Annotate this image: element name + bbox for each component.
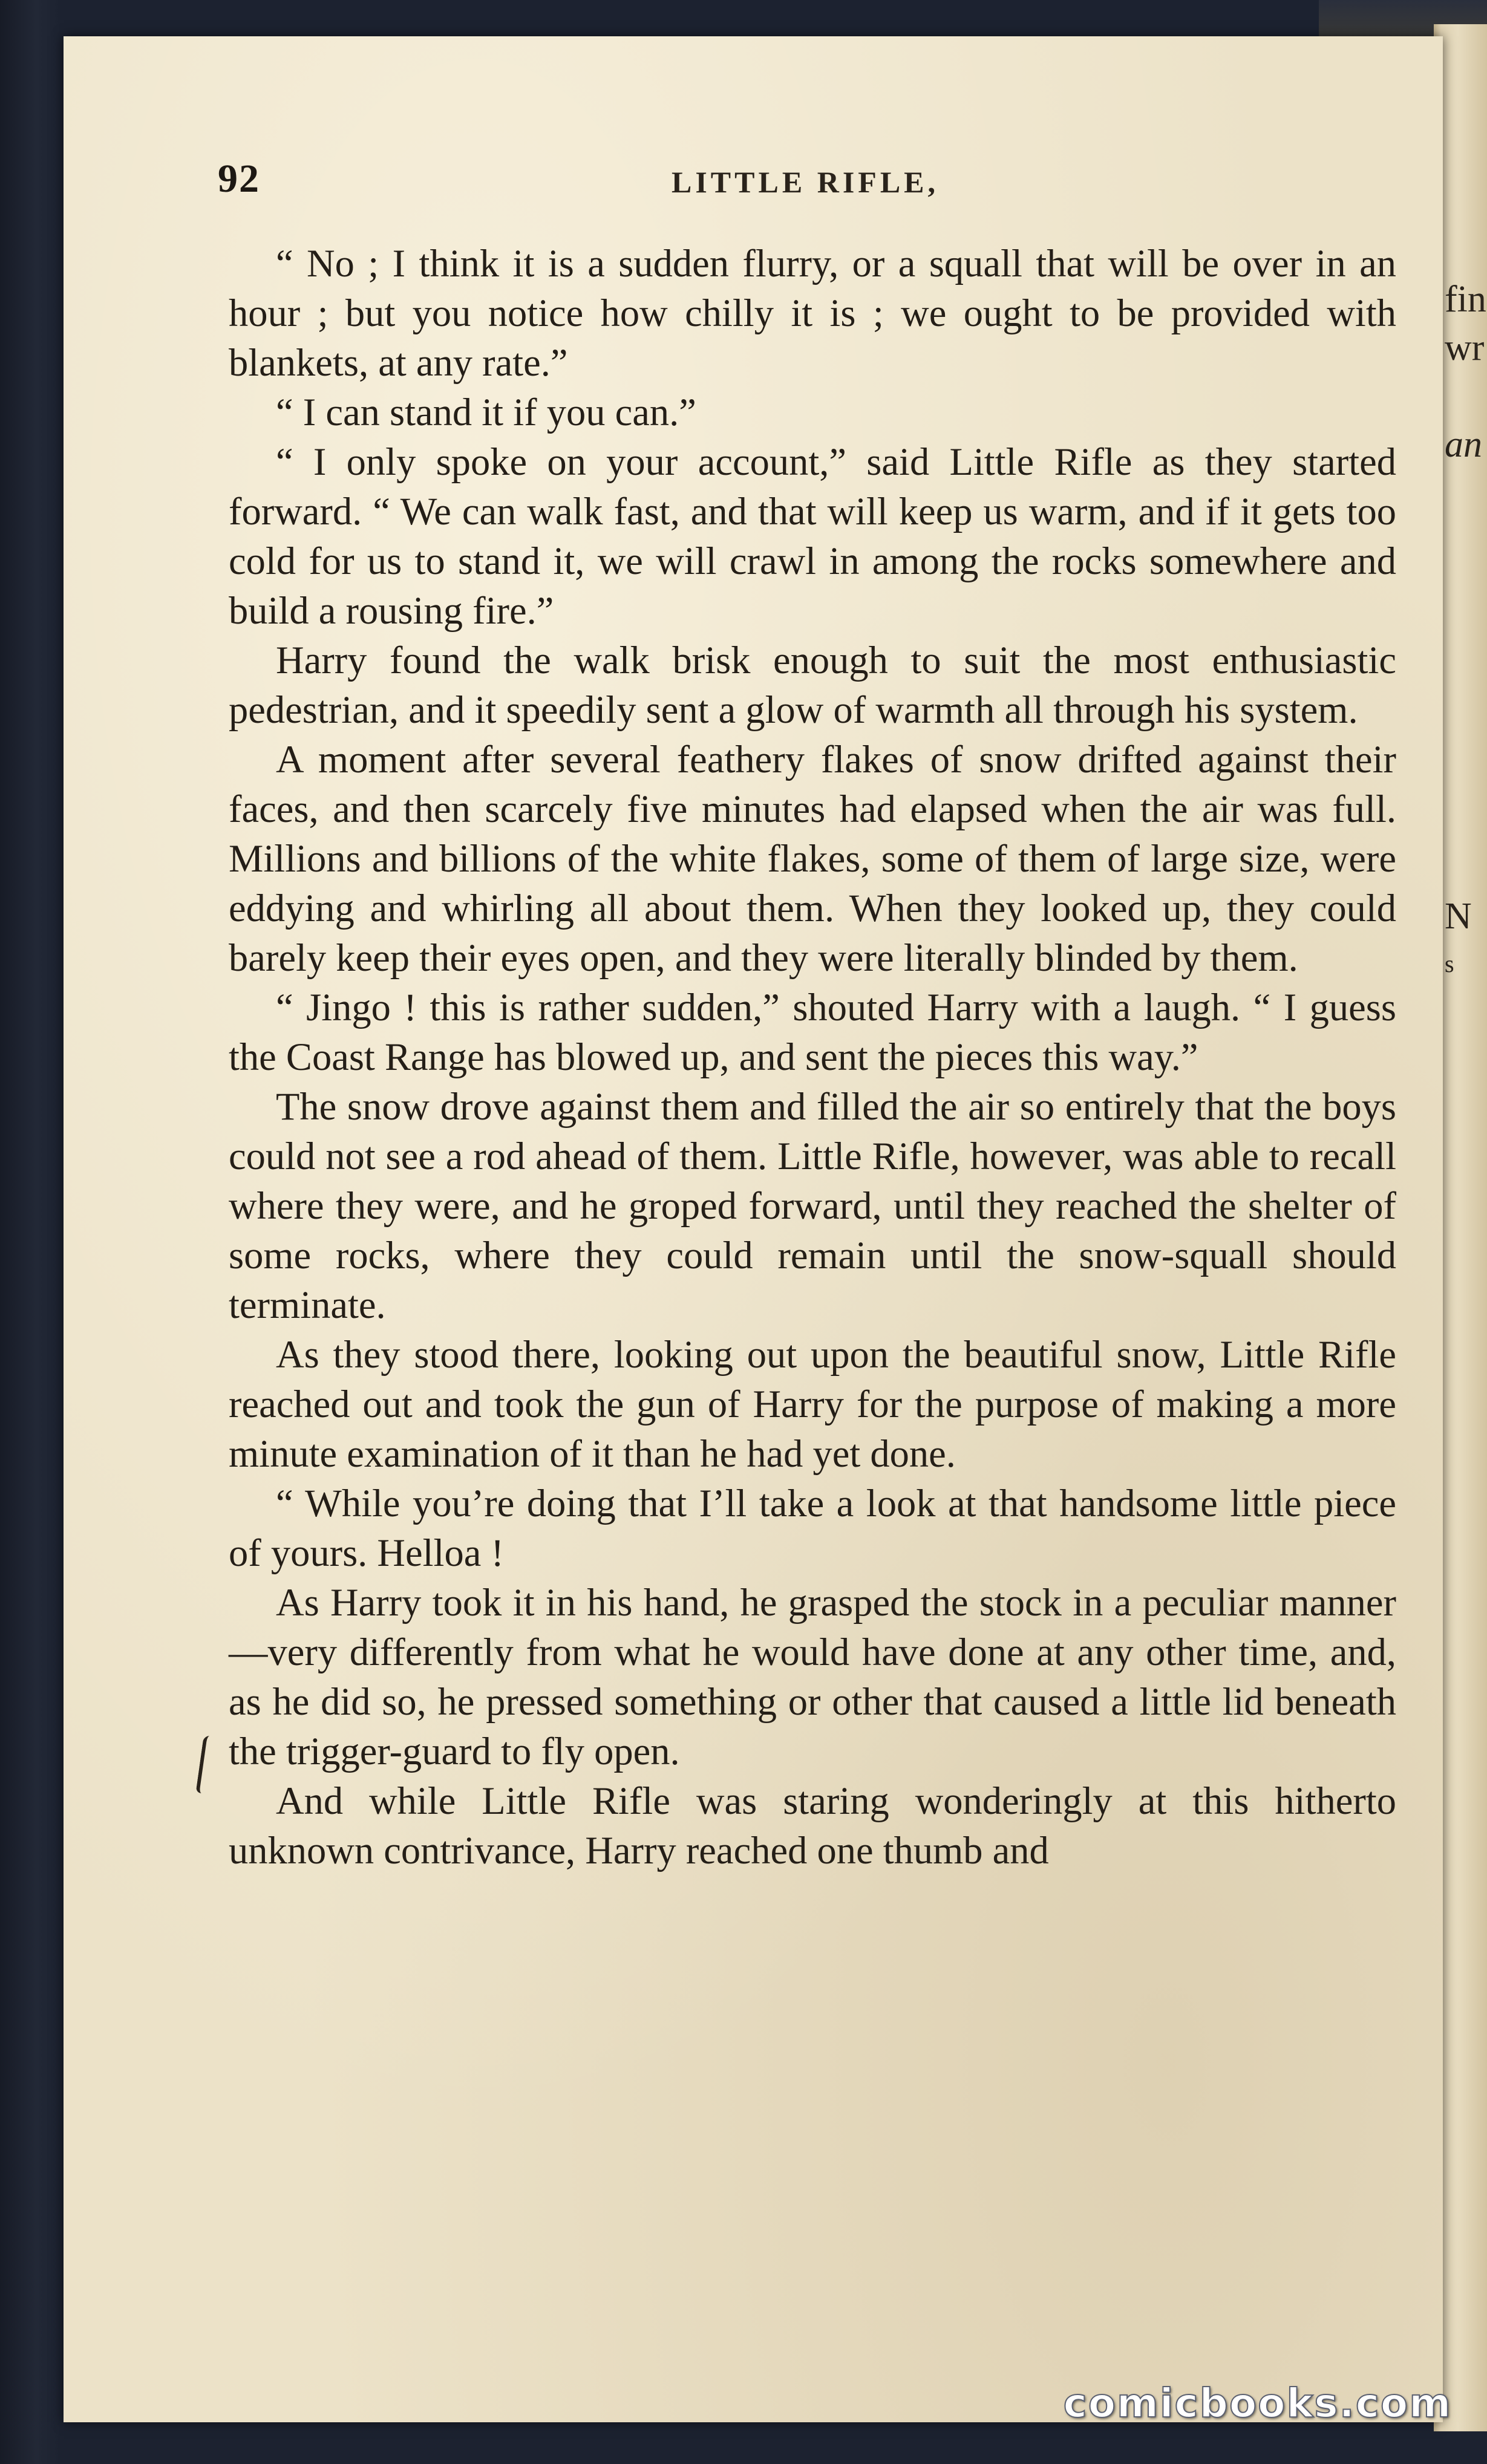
page-header	[218, 156, 1428, 204]
page-number: 92	[218, 157, 260, 201]
paragraph: “ Jingo ! this is rather sudden,” shouted Harry with a laugh. “ I guess the Coast Range has blowed up, and sent the pieces this way.”	[229, 986, 1396, 1078]
paragraph: The snow drove against them and filled the air so entirely that the boys could not see a rod ahead of them. Little Rifle, however, was able to recall where they were, and he groped forward, until they reached the shelter of some rocks, where they could remain until the snow-squall should terminate.	[229, 1085, 1396, 1326]
paragraph: A moment after several feathery flakes of snow drifted against their faces, and then scarcely five minutes had elapsed when the air was full. Millions and billions of the white flakes, some of them of large size, were eddying and whirling all about them. When they looked up, they could barely keep their eyes open, and they were literally blinded by them.	[229, 738, 1396, 979]
paragraph: And while Little Rifle was staring wonderingly at this hitherto unknown contrivance, Harry reached one thumb and	[229, 1779, 1396, 1872]
paragraph: “ While you’re doing that I’ll take a look at that handsome little piece of yours. Helloa !	[229, 1482, 1396, 1574]
paragraph: “ I can stand it if you can.”	[276, 391, 696, 434]
paragraph: “ I only spoke on your account,” said Little Rifle as they started forward. “ We can walk fast, and that will keep us warm, and if it gets too cold for us to stand it, we will crawl in among the rocks somewhere and build a rousing fire.”	[229, 440, 1396, 632]
facing-page-fragment: an	[1445, 424, 1482, 465]
running-head: LITTLE RIFLE,	[672, 165, 940, 199]
paragraph: As Harry took it in his hand, he grasped the stock in a peculiar manner—very differently from what he would have done at any other time, and, as he did so, he pressed something or other that caused a little lid beneath the trigger-guard to fly open.	[229, 1581, 1396, 1773]
paragraph: “ No ; I think it is a sudden flurry, or a squall that will be over in an hour ; but you notice how chilly it is ; we ought to be provided with blankets, at any rate.”	[229, 242, 1396, 384]
paragraph: Harry found the walk brisk enough to suit the most enthusiastic pedestrian, and it speedily sent a glow of warmth all through his system.	[229, 639, 1396, 731]
facing-page-fragment: fin	[1445, 279, 1486, 320]
facing-page-fragment: s	[1445, 950, 1454, 977]
facing-page-fragment: wr	[1445, 327, 1485, 368]
paragraph: As they stood there, looking out upon the beautiful snow, Little Rifle reached out and took the gun of Harry for the purpose of making a more minute examination of it than he had yet done.	[229, 1333, 1396, 1475]
facing-page-fragment: N	[1445, 896, 1472, 937]
watermark: comicbooks.com	[1063, 2380, 1452, 2427]
page-body	[229, 239, 1396, 1876]
